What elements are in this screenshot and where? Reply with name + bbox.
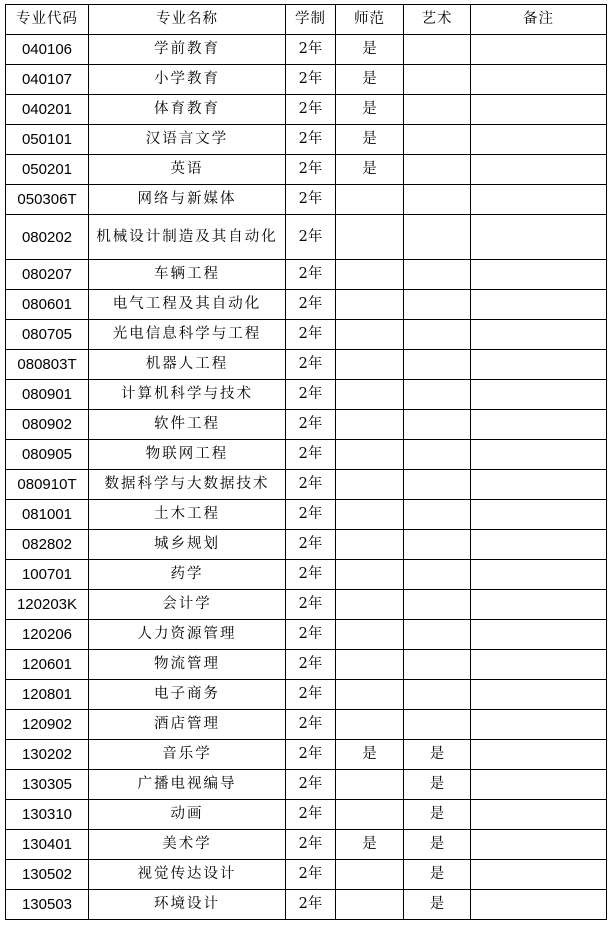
header-teacher: 师范	[336, 5, 404, 35]
table-row	[6, 290, 607, 320]
table-row	[6, 740, 607, 770]
cell-duration: 2年	[286, 260, 336, 290]
cell-teacher	[336, 800, 404, 830]
cell-teacher	[336, 215, 404, 260]
cell-code: 040107	[6, 65, 89, 95]
cell-name: 汉语言文学	[89, 125, 286, 155]
cell-note	[471, 470, 607, 500]
cell-duration: 2年	[286, 830, 336, 860]
header-name: 专业名称	[89, 5, 286, 35]
table-header	[6, 5, 607, 35]
cell-teacher: 是	[336, 125, 404, 155]
cell-teacher	[336, 650, 404, 680]
table-row	[6, 65, 607, 95]
cell-art: 是	[404, 830, 471, 860]
cell-art: 是	[404, 740, 471, 770]
cell-name: 音乐学	[89, 740, 286, 770]
majors-table-container	[5, 4, 606, 920]
cell-duration: 2年	[286, 530, 336, 560]
cell-code: 082802	[6, 530, 89, 560]
cell-note	[471, 65, 607, 95]
cell-name: 视觉传达设计	[89, 860, 286, 890]
cell-duration: 2年	[286, 410, 336, 440]
cell-duration: 2年	[286, 590, 336, 620]
cell-note	[471, 800, 607, 830]
cell-code: 080705	[6, 320, 89, 350]
cell-art	[404, 410, 471, 440]
cell-art	[404, 380, 471, 410]
cell-teacher	[336, 770, 404, 800]
cell-name: 软件工程	[89, 410, 286, 440]
table-row	[6, 125, 607, 155]
table-row	[6, 260, 607, 290]
cell-teacher	[336, 290, 404, 320]
cell-teacher	[336, 620, 404, 650]
cell-duration: 2年	[286, 620, 336, 650]
cell-art	[404, 320, 471, 350]
cell-code: 080902	[6, 410, 89, 440]
cell-teacher	[336, 185, 404, 215]
cell-name: 小学教育	[89, 65, 286, 95]
cell-note	[471, 890, 607, 920]
cell-name: 物联网工程	[89, 440, 286, 470]
cell-art	[404, 470, 471, 500]
table-row	[6, 560, 607, 590]
header-row	[6, 5, 607, 35]
cell-art	[404, 155, 471, 185]
cell-note	[471, 680, 607, 710]
cell-teacher: 是	[336, 65, 404, 95]
cell-note	[471, 830, 607, 860]
cell-name: 会计学	[89, 590, 286, 620]
cell-code: 130310	[6, 800, 89, 830]
cell-code: 080901	[6, 380, 89, 410]
table-row	[6, 155, 607, 185]
cell-code: 080601	[6, 290, 89, 320]
table-row	[6, 320, 607, 350]
cell-note	[471, 590, 607, 620]
cell-name: 英语	[89, 155, 286, 185]
cell-name: 学前教育	[89, 35, 286, 65]
cell-code: 130502	[6, 860, 89, 890]
cell-teacher	[336, 560, 404, 590]
table-row	[6, 380, 607, 410]
cell-art	[404, 590, 471, 620]
cell-code: 120206	[6, 620, 89, 650]
table-row	[6, 860, 607, 890]
cell-code: 130305	[6, 770, 89, 800]
cell-teacher	[336, 680, 404, 710]
cell-note	[471, 260, 607, 290]
cell-code: 120902	[6, 710, 89, 740]
cell-art	[404, 560, 471, 590]
cell-duration: 2年	[286, 710, 336, 740]
table-row	[6, 800, 607, 830]
header-duration: 学制	[286, 5, 336, 35]
cell-code: 050306T	[6, 185, 89, 215]
cell-code: 130401	[6, 830, 89, 860]
cell-duration: 2年	[286, 860, 336, 890]
cell-code: 050201	[6, 155, 89, 185]
cell-code: 080202	[6, 215, 89, 260]
cell-art	[404, 350, 471, 380]
cell-code: 040201	[6, 95, 89, 125]
cell-note	[471, 215, 607, 260]
cell-duration: 2年	[286, 155, 336, 185]
cell-art	[404, 260, 471, 290]
cell-duration: 2年	[286, 380, 336, 410]
cell-note	[471, 500, 607, 530]
cell-name: 计算机科学与技术	[89, 380, 286, 410]
cell-art: 是	[404, 860, 471, 890]
cell-note	[471, 740, 607, 770]
table-row	[6, 890, 607, 920]
cell-duration: 2年	[286, 500, 336, 530]
cell-note	[471, 440, 607, 470]
cell-note	[471, 380, 607, 410]
cell-teacher: 是	[336, 35, 404, 65]
cell-duration: 2年	[286, 890, 336, 920]
table-row	[6, 830, 607, 860]
cell-name: 电子商务	[89, 680, 286, 710]
cell-name: 网络与新媒体	[89, 185, 286, 215]
cell-name: 环境设计	[89, 890, 286, 920]
cell-code: 120801	[6, 680, 89, 710]
cell-name: 土木工程	[89, 500, 286, 530]
cell-teacher: 是	[336, 95, 404, 125]
cell-code: 080207	[6, 260, 89, 290]
cell-art	[404, 710, 471, 740]
cell-teacher: 是	[336, 830, 404, 860]
cell-note	[471, 560, 607, 590]
table-row	[6, 215, 607, 260]
cell-code: 080910T	[6, 470, 89, 500]
cell-teacher: 是	[336, 740, 404, 770]
cell-note	[471, 35, 607, 65]
cell-duration: 2年	[286, 35, 336, 65]
cell-name: 数据科学与大数据技术	[89, 470, 286, 500]
table-row	[6, 185, 607, 215]
table-row	[6, 620, 607, 650]
cell-duration: 2年	[286, 215, 336, 260]
cell-name: 人力资源管理	[89, 620, 286, 650]
cell-name: 光电信息科学与工程	[89, 320, 286, 350]
cell-name: 酒店管理	[89, 710, 286, 740]
cell-name: 机械设计制造及其自动化	[89, 215, 286, 260]
cell-duration: 2年	[286, 125, 336, 155]
cell-code: 080803T	[6, 350, 89, 380]
header-code: 专业代码	[6, 5, 89, 35]
majors-table	[5, 4, 607, 920]
cell-art	[404, 125, 471, 155]
cell-art: 是	[404, 890, 471, 920]
cell-code: 050101	[6, 125, 89, 155]
cell-duration: 2年	[286, 290, 336, 320]
cell-note	[471, 155, 607, 185]
cell-duration: 2年	[286, 320, 336, 350]
cell-code: 080905	[6, 440, 89, 470]
header-art: 艺术	[404, 5, 471, 35]
cell-code: 130503	[6, 890, 89, 920]
cell-name: 药学	[89, 560, 286, 590]
cell-teacher	[336, 500, 404, 530]
cell-art	[404, 65, 471, 95]
table-row	[6, 410, 607, 440]
cell-art	[404, 95, 471, 125]
cell-teacher	[336, 530, 404, 560]
cell-note	[471, 125, 607, 155]
cell-duration: 2年	[286, 350, 336, 380]
cell-code: 120601	[6, 650, 89, 680]
cell-duration: 2年	[286, 650, 336, 680]
cell-note	[471, 710, 607, 740]
cell-duration: 2年	[286, 95, 336, 125]
cell-teacher: 是	[336, 155, 404, 185]
cell-name: 城乡规划	[89, 530, 286, 560]
cell-code: 120203K	[6, 590, 89, 620]
cell-duration: 2年	[286, 740, 336, 770]
cell-teacher	[336, 710, 404, 740]
table-row	[6, 680, 607, 710]
cell-duration: 2年	[286, 770, 336, 800]
cell-art	[404, 290, 471, 320]
table-row	[6, 590, 607, 620]
table-row	[6, 470, 607, 500]
cell-name: 车辆工程	[89, 260, 286, 290]
cell-art: 是	[404, 800, 471, 830]
table-row	[6, 95, 607, 125]
table-row	[6, 530, 607, 560]
cell-art	[404, 35, 471, 65]
cell-note	[471, 650, 607, 680]
cell-name: 机器人工程	[89, 350, 286, 380]
cell-name: 物流管理	[89, 650, 286, 680]
cell-name: 体育教育	[89, 95, 286, 125]
cell-note	[471, 770, 607, 800]
table-row	[6, 350, 607, 380]
cell-note	[471, 350, 607, 380]
cell-name: 美术学	[89, 830, 286, 860]
cell-art	[404, 440, 471, 470]
cell-art	[404, 620, 471, 650]
cell-art	[404, 215, 471, 260]
cell-teacher	[336, 470, 404, 500]
cell-teacher	[336, 590, 404, 620]
cell-code: 081001	[6, 500, 89, 530]
table-row	[6, 710, 607, 740]
cell-name: 电气工程及其自动化	[89, 290, 286, 320]
cell-teacher	[336, 860, 404, 890]
cell-note	[471, 185, 607, 215]
cell-code: 130202	[6, 740, 89, 770]
cell-teacher	[336, 350, 404, 380]
header-note: 备注	[471, 5, 607, 35]
cell-art: 是	[404, 770, 471, 800]
table-row	[6, 440, 607, 470]
table-body	[6, 35, 607, 920]
cell-duration: 2年	[286, 65, 336, 95]
cell-note	[471, 860, 607, 890]
cell-note	[471, 320, 607, 350]
cell-note	[471, 530, 607, 560]
cell-teacher	[336, 440, 404, 470]
cell-duration: 2年	[286, 185, 336, 215]
cell-duration: 2年	[286, 800, 336, 830]
cell-note	[471, 620, 607, 650]
cell-code: 040106	[6, 35, 89, 65]
cell-duration: 2年	[286, 680, 336, 710]
cell-duration: 2年	[286, 560, 336, 590]
cell-art	[404, 530, 471, 560]
cell-code: 100701	[6, 560, 89, 590]
cell-art	[404, 680, 471, 710]
table-row	[6, 500, 607, 530]
table-row	[6, 770, 607, 800]
cell-art	[404, 185, 471, 215]
cell-art	[404, 650, 471, 680]
cell-duration: 2年	[286, 470, 336, 500]
table-row	[6, 35, 607, 65]
cell-note	[471, 290, 607, 320]
cell-art	[404, 500, 471, 530]
cell-note	[471, 410, 607, 440]
cell-name: 动画	[89, 800, 286, 830]
cell-teacher	[336, 260, 404, 290]
cell-name: 广播电视编导	[89, 770, 286, 800]
cell-teacher	[336, 320, 404, 350]
table-row	[6, 650, 607, 680]
cell-duration: 2年	[286, 440, 336, 470]
cell-teacher	[336, 410, 404, 440]
cell-teacher	[336, 890, 404, 920]
cell-note	[471, 95, 607, 125]
cell-teacher	[336, 380, 404, 410]
